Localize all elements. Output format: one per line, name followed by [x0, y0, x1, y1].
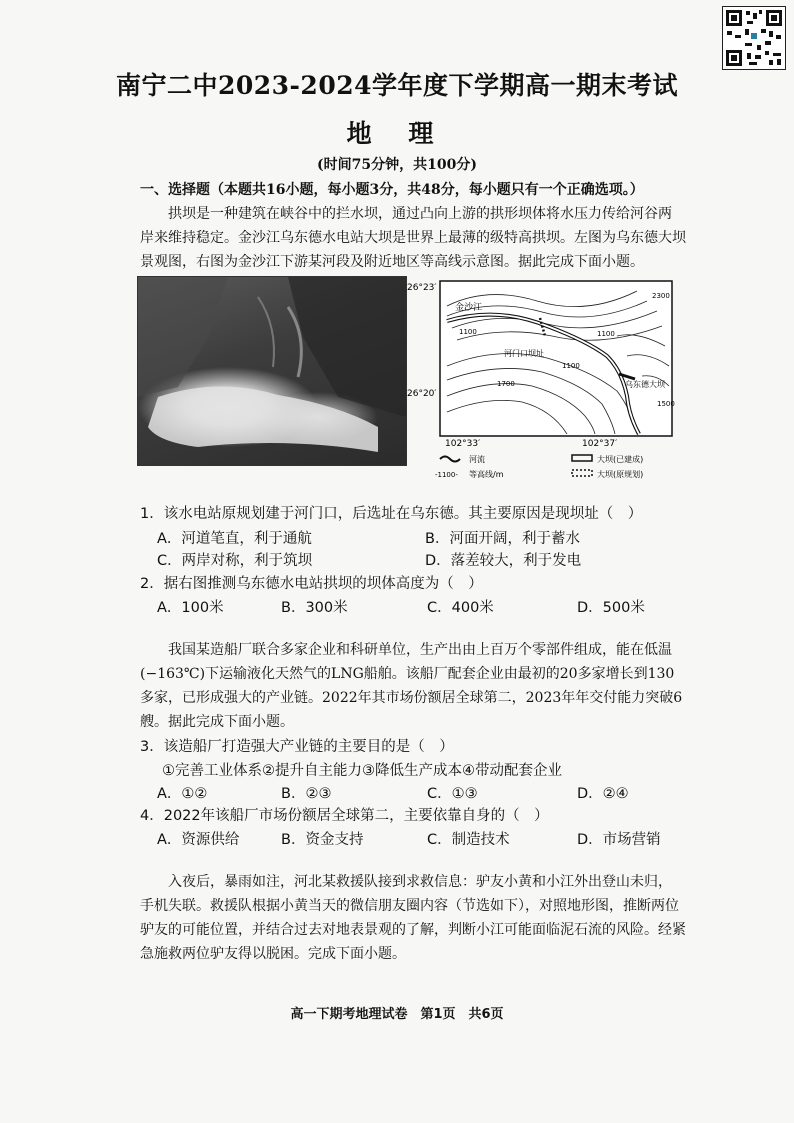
- legend-dam-planned: 大坝(原规划): [597, 470, 644, 479]
- legend-dam-built: 大坝(已建成): [597, 455, 644, 464]
- dam-photo: [137, 276, 407, 466]
- passage-2-line-3: 多家，已形成强大的产业链。2022年其市场份额居全球第二，2023年年交付能力突破6: [140, 690, 683, 706]
- map-contour-2300: 2300: [652, 292, 670, 300]
- passage-1-line-3: 景观图，右图为金沙江下游某河段及附近地区等高线示意图。据此完成下面小题。: [140, 254, 644, 270]
- question-2: 2．据右图推测乌东德水电站拱坝的坝体高度为（ ）: [140, 576, 483, 592]
- legend-dam-planned-icon: [572, 470, 592, 476]
- q4-option-b: B．资金支持: [281, 832, 364, 848]
- question-3: 3．该造船厂打造强大产业链的主要目的是（ ）: [140, 739, 454, 755]
- exam-title: 南宁二中2023-2024学年度下学期高一期末考试: [115, 71, 679, 100]
- time-info: (时间75分钟，共100分): [317, 157, 477, 173]
- legend-river: 河流: [469, 455, 485, 464]
- q4-option-d: D．市场营销: [577, 832, 661, 848]
- map-lat-top: 26°23′: [407, 283, 437, 293]
- q2-option-d: D．500米: [577, 600, 645, 616]
- q1-option-d: D．落差较大，利于发电: [425, 553, 582, 569]
- passage-2-line-2: (−163℃)下运输液化天然气的LNG船舶。该船厂配套企业由最初的20多家增长到130: [140, 666, 675, 682]
- map-contour-1100-a: 1100: [597, 330, 615, 338]
- q3-items: ①完善工业体系②提升自主能力③降低生产成本④带动配套企业: [162, 763, 562, 779]
- q3-option-a: A．①②: [157, 786, 208, 802]
- q2-option-c: C．400米: [427, 600, 494, 616]
- q4-option-a: A．资源供给: [157, 832, 240, 848]
- q3-option-d: D．②④: [577, 786, 629, 802]
- legend-dam-built-icon: [572, 455, 592, 461]
- passage-1-line-1: 拱坝是一种建筑在峡谷中的拦水坝，通过凸向上游的拱形坝体将水压力传给河谷两: [168, 206, 672, 222]
- q3-option-c: C．①③: [427, 786, 478, 802]
- section-heading: 一、选择题（本题共16小题，每小题3分，共48分，每小题只有一个正确选项。）: [140, 182, 644, 198]
- map-lon-right: 102°37′: [582, 439, 618, 449]
- passage-3-line-3: 驴友的可能位置，并结合过去对地表景观的了解，判断小江可能面临泥石流的风险。经紧: [140, 922, 686, 938]
- passage-2-line-1: 我国某造船厂联合多家企业和科研单位，生产出由上百万个零部件组成，能在低温: [168, 642, 672, 658]
- qr-code: [722, 6, 786, 70]
- map-contour-1100-b: 1100: [562, 362, 580, 370]
- q1-option-b: B．河面开阔，利于蓄水: [425, 531, 580, 547]
- page-footer: 高一下期考地理试卷 第1页 共6页: [290, 1007, 504, 1022]
- passage-2-line-4: 艘。据此完成下面小题。: [140, 714, 294, 730]
- contour-map: [407, 276, 677, 486]
- passage-3-line-2: 手机失联。救援队根据小黄当天的微信朋友圈内容（节选如下），对照地形图，推断两位: [140, 898, 679, 914]
- legend-river-icon: [440, 457, 460, 462]
- passage-3: [140, 870, 688, 966]
- map-contour-1700: 1700: [497, 380, 515, 388]
- subject-title: 地 理: [346, 119, 448, 148]
- passage-3-line-1: 入夜后，暴雨如注，河北某救援队接到求救信息：驴友小黄和小江外出登山未归，: [168, 874, 672, 890]
- q2-option-a: A．100米: [157, 600, 224, 616]
- map-lon-left: 102°33′: [445, 439, 481, 449]
- passage-1: [140, 202, 688, 274]
- map-lat-mid: 26°20′: [407, 389, 437, 399]
- q3-option-b: B．②③: [281, 786, 332, 802]
- map-wudongde-label: 乌东德大坝: [625, 380, 665, 389]
- map-contour-1500: 1500: [657, 400, 675, 408]
- question-1: 1．该水电站原规划建于河门口，后选址在乌东德。其主要原因是现坝址（ ）: [140, 506, 643, 522]
- q1-option-c: C．两岸对称，利于筑坝: [157, 553, 313, 569]
- legend-contour: 等高线/m: [469, 470, 504, 479]
- legend-contour-value: -1100-: [435, 471, 458, 479]
- passage-2: [140, 638, 688, 734]
- map-river-label: 金沙江: [455, 303, 483, 313]
- question-4: 4．2022年该船厂市场份额居全球第二，主要依靠自身的（ ）: [140, 808, 549, 824]
- map-hekou-label: 河门口坝址: [504, 349, 544, 358]
- q1-option-a: A．河道笔直，利于通航: [157, 531, 312, 547]
- passage-3-line-4: 急施救两位驴友得以脱困。完成下面小题。: [140, 946, 406, 962]
- q4-option-c: C．制造技术: [427, 832, 510, 848]
- passage-1-line-2: 岸来维持稳定。金沙江乌东德水电站大坝是世界上最薄的级特高拱坝。左图为乌东德大坝: [140, 230, 686, 246]
- map-contour-1100-c: 1100: [459, 328, 477, 336]
- q2-option-b: B．300米: [281, 600, 348, 616]
